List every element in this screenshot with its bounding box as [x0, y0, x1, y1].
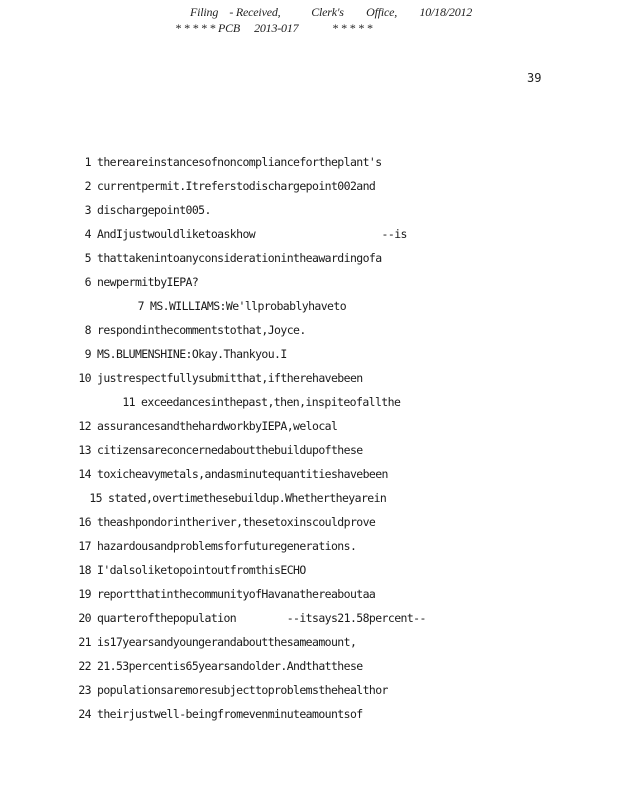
transcript-line [0, 658, 363, 674]
line-text: toxicheavymetals,andasminutequantitieshavebeen [97, 467, 388, 481]
line-number: 19 [78, 587, 91, 601]
transcript-line [0, 370, 363, 386]
line-number: 1 [84, 155, 91, 169]
transcript-line [0, 466, 388, 482]
line-number: 5 [84, 251, 91, 265]
transcript-line [0, 154, 382, 170]
line-number: 14 [78, 467, 91, 481]
line-number: 12 [78, 419, 91, 433]
line-text: quarterofthepopulation --itsays21.58percent-- [97, 611, 426, 625]
filing-stamp-line2: * * * * * PCB 2013-017 * * * * * [175, 21, 373, 35]
transcript-line [0, 202, 211, 218]
line-text: theashpondorintheriver,thesetoxinscouldprove [97, 515, 376, 529]
line-number: 7 [137, 299, 144, 313]
transcript-line [0, 394, 400, 410]
line-number: 4 [84, 227, 91, 241]
line-text: stated,overtimethesebuildup.Whethertheyarein [108, 491, 387, 505]
line-text: theirjustwell-beingfromevenminuteamountsof [97, 707, 363, 721]
transcript-line [0, 514, 375, 530]
line-number: 10 [78, 371, 91, 385]
transcript-line [0, 418, 337, 434]
transcript-line [0, 586, 375, 602]
line-text: populationsaremoresubjecttoproblemsthehealthor [97, 683, 388, 697]
transcript-line [0, 610, 426, 626]
transcript-line [0, 250, 382, 266]
transcript-line [0, 538, 356, 554]
line-text: 21.53percentis65yearsandolder.Andthatthese [97, 659, 363, 673]
filing-stamp-line1: Filing - Received, Clerk's Office, 10/18/2012 [190, 5, 473, 19]
transcript-line [0, 274, 198, 290]
line-number: 15 [89, 491, 102, 505]
line-number: 16 [78, 515, 91, 529]
transcript-line [0, 562, 306, 578]
transcript-line [0, 706, 363, 722]
line-number: 6 [84, 275, 91, 289]
line-number: 24 [78, 707, 91, 721]
transcript-line [0, 634, 356, 650]
line-number: 23 [78, 683, 91, 697]
line-number: 9 [84, 347, 91, 361]
line-text: is17yearsandyoungerandaboutthesameamount, [97, 635, 357, 649]
line-text: MS.BLUMENSHINE:Okay.Thankyou.I [97, 347, 287, 361]
line-number: 2 [84, 179, 91, 193]
page-number: 39 [527, 71, 542, 85]
transcript-line [0, 682, 388, 698]
line-number: 8 [84, 323, 91, 337]
transcript-line [0, 178, 375, 194]
line-number: 11 [122, 395, 135, 409]
line-number: 20 [78, 611, 91, 625]
line-text: hazardousandproblemsforfuturegenerations. [97, 539, 357, 553]
line-number: 3 [84, 203, 91, 217]
line-text: assurancesandthehardworkbyIEPA,welocal [97, 419, 338, 433]
transcript-line [0, 322, 306, 338]
transcript-line [0, 442, 363, 458]
line-text: respondinthecommentstothat,Joyce. [97, 323, 306, 337]
line-text: dischargepoint005. [97, 203, 211, 217]
line-number: 21 [78, 635, 91, 649]
line-text: thereareinstancesofnoncompliancefortheplant's [97, 155, 382, 169]
line-number: 18 [78, 563, 91, 577]
line-text: reportthatinthecommunityofHavanathereaboutaa [97, 587, 376, 601]
line-text: thattakenintoanyconsiderationintheawardingofa [97, 251, 382, 265]
line-text: currentpermit.Itreferstodischargepoint002and [97, 179, 376, 193]
line-text: MS.WILLIAMS:We'llprobablyhaveto [150, 299, 347, 313]
line-text: newpermitbyIEPA? [97, 275, 199, 289]
line-text: justrespectfullysubmitthat,iftherehavebeen [97, 371, 363, 385]
transcript-line [0, 226, 407, 242]
line-number: 22 [78, 659, 91, 673]
line-text: AndIjustwouldliketoaskhow --is [97, 227, 407, 241]
transcript-line [0, 298, 346, 314]
line-text: I'dalsoliketopointoutfromthisECHO [97, 563, 306, 577]
transcript-line [0, 346, 287, 362]
line-text: citizensareconcernedaboutthebuildupofthese [97, 443, 363, 457]
line-number: 17 [78, 539, 91, 553]
transcript-line [0, 490, 386, 506]
line-text: exceedancesinthepast,then,inspiteofallthe [141, 395, 401, 409]
line-number: 13 [78, 443, 91, 457]
